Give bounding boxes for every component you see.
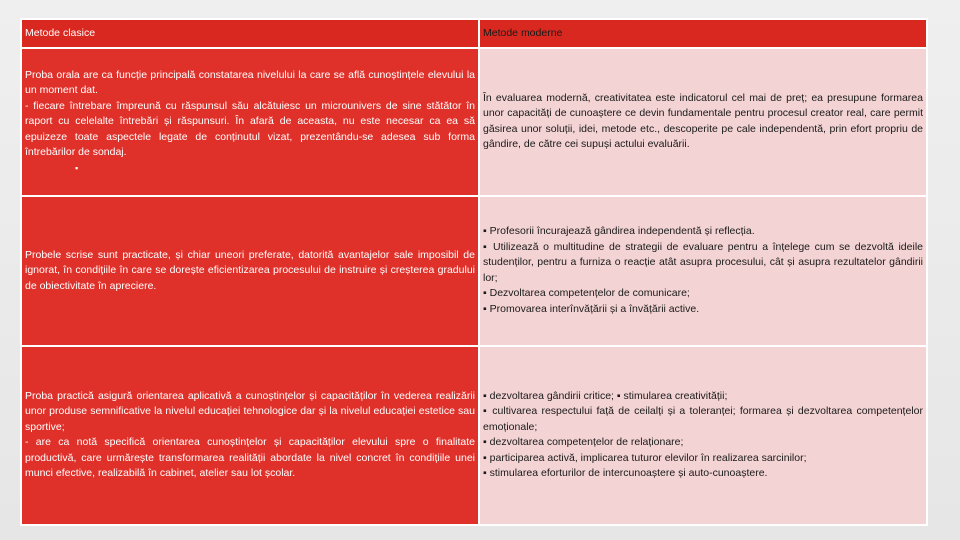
cell-oral-test [21, 48, 479, 197]
list-item: ▪ cultivarea respectului față de ceilalți și a toleranței; formarea și dezvoltarea competențelor emoționale; [483, 405, 923, 433]
cell-modern-competences [479, 346, 927, 525]
cell-modern-list [479, 196, 927, 346]
list-item: ▪ Utilizează o multitudine de strategii de evaluare pentru a înțelege cum se dezvoltă ideile studenților, pentru a furniza o reacție atât asupra procesului, cât și asupra rezultatelor gândirii lor; [483, 240, 923, 284]
header-classic-methods: Metode clasice [21, 19, 479, 48]
list-item: ▪ Profesorii încurajează gândirea independentă și reflecția. [483, 225, 755, 238]
cell-practical-test [21, 346, 479, 525]
comparison-table [20, 18, 928, 526]
list-item: ▪ Dezvoltarea competențelor de comunicare; [483, 287, 690, 300]
list-item: ▪ dezvoltarea competențelor de relaționare; [483, 436, 684, 449]
cell-paragraph: Probele scrise sunt practicate, și chiar uneori preferate, datorită avantajelor sale imposibil de ignorat, în condițiile în care se dorește eficientizarea procesului de instruire și creșterea gradului de obiectivitate în apreciere. [25, 248, 475, 292]
table-row [21, 346, 927, 525]
list-item: ▪ Promovarea interînvățării și a învățării active. [483, 302, 700, 315]
cell-modern-creativity [479, 48, 927, 197]
cell-paragraph: - fiecare întrebare împreună cu răspunsul său alcătuiesc un microunivers de sine stătător în raport cu celelalte întrebări și răspunsuri. În afară de aceasta, nu este necesar ca ea să epuizeze toate aspectele legate de conținutul vizat, prezentându-se adesea sub forma întrebărilor de sondaj. [25, 99, 475, 159]
table-row [21, 48, 927, 197]
list-item: ▪ participarea activă, implicarea tuturor elevilor în realizarea sarcinilor; [483, 451, 807, 464]
cell-paragraph: În evaluarea modernă, creativitatea este indicatorul cel mai de preț; ea presupune formarea unor capacități de cunoaștere ce devin fundamentale pentru procesul creator real, care permit găsirea unor soluții, idei, metode etc., descoperite pe cale independentă, prin efort propriu de gândire, de către cei supuși actului evaluării. [483, 91, 923, 151]
table-row [21, 196, 927, 346]
cell-paragraph: Proba orala are ca funcție principală constatarea nivelului la care se află cunoștințele elevului la un moment dat. [25, 68, 475, 97]
list-item: ▪ dezvoltarea gândirii critice; ▪ stimularea creativității; [483, 389, 728, 402]
table-header-row [21, 19, 927, 48]
header-modern-methods: Metode moderne [479, 19, 927, 48]
cell-paragraph: - are ca notă specifică orientarea cunoștințelor și capacităților elevului spre o finalitate productivă, care urmărește transformarea realității abordate la nivel concret în condițiile unei munci efective, realizabilă în cabinet, atelier sau lot școlar. [25, 436, 475, 480]
cell-written-test [21, 196, 479, 346]
bullet-marker: ▪ [75, 162, 79, 173]
list-item: ▪ stimularea eforturilor de intercunoaștere și auto-cunoaștere. [483, 467, 768, 480]
cell-paragraph: Proba practică asigură orientarea aplicativă a cunoștințelor și capacităților în vederea realizării unor produse semnificative la nivelul educației tehnologice dar și la nivelul educației estetice sau sportive; [25, 389, 475, 433]
